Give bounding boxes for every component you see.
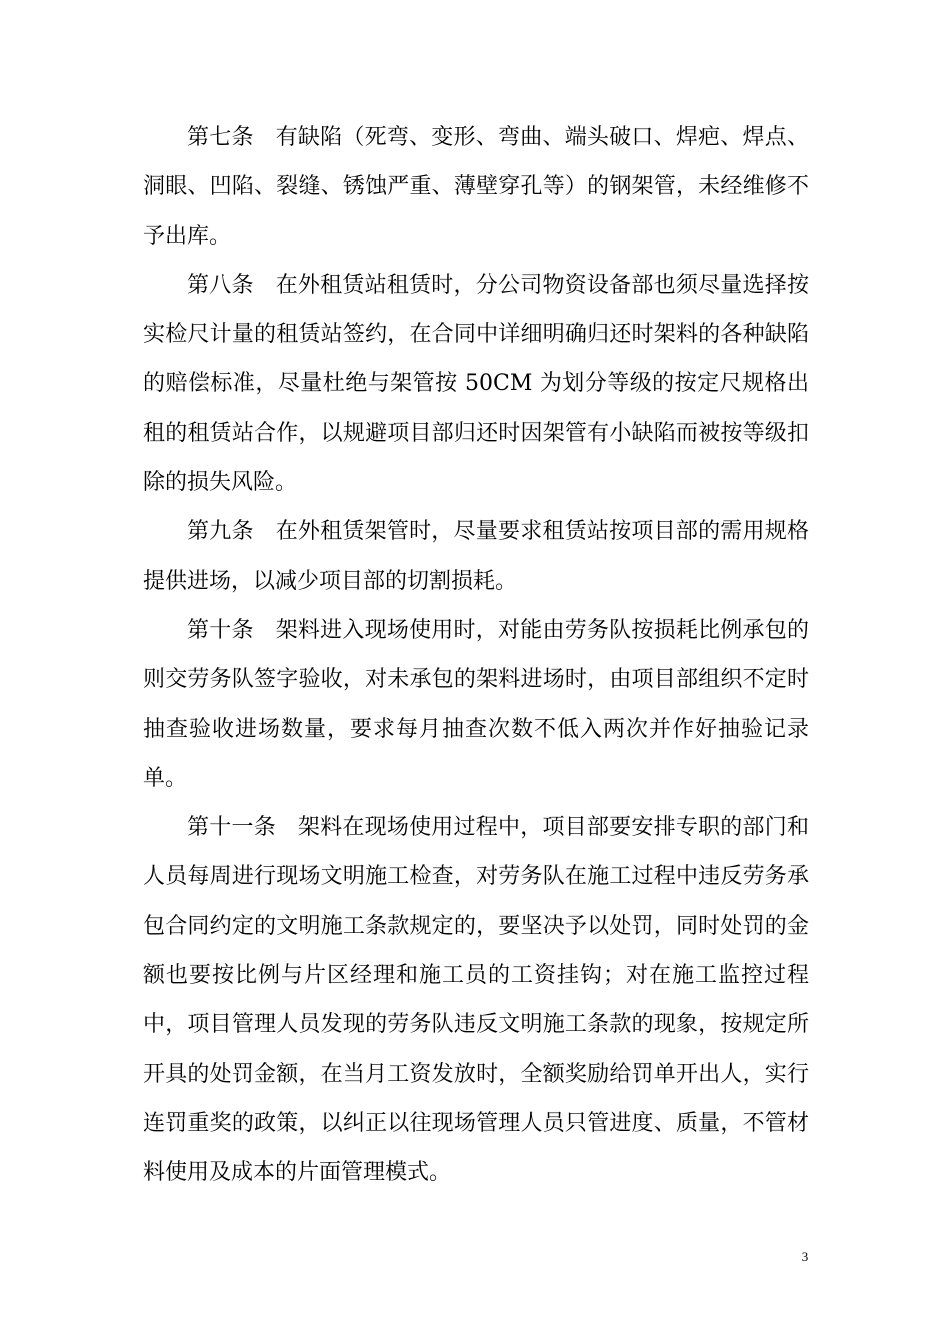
article-number: 第十一条 (187, 815, 276, 841)
article-9 (143, 507, 809, 606)
article-number: 第七条 (187, 125, 254, 150)
article-text: 有缺陷（死弯、变形、弯曲、端头破口、焊疤、焊点、洞眼、凹陷、裂缝、锈蚀严重、薄壁穿孔等）的钢架管，未经维修不予出库。 (143, 125, 809, 249)
article-10 (143, 606, 809, 803)
document-body (143, 113, 809, 1198)
article-number: 第十条 (187, 617, 254, 643)
article-number: 第九条 (187, 519, 254, 545)
article-8 (143, 261, 809, 507)
article-7 (143, 113, 809, 261)
article-11 (143, 803, 809, 1197)
article-number: 第八条 (187, 272, 254, 298)
article-text: 架料在现场使用过程中，项目部要安排专职的部门和人员每周进行现场文明施工检查，对劳务队在施工过程中违反劳务承包合同约定的文明施工条款规定的，要坚决予以处罚，同时处罚的金额也要按比例与片区经理和施工员的工资挂钩；对在施工监控过程中，项目管理人员发现的劳务队违反文明施工条款的现象，按规定所开具的处罚金额，在当月工资发放时，全额奖励给罚单开出人，实行连罚重奖的政策，以纠正以往现场管理人员只管进度、质量，不管材料使用及成本的片面管理模式。 (143, 815, 809, 1186)
article-text: 在外租赁站租赁时，分公司物资设备部也须尽量选择按实检尺计量的租赁站签约，在合同中详细明确归还时架料的各种缺陷的赔偿标准，尽量杜绝与架管按 50CM 为划分等级的按定尺规格出租的租赁站合作，以规避项目部归还时因架管有小缺陷而被按等级扣除的损失风险。 (143, 272, 809, 496)
article-text: 在外租赁架管时，尽量要求租赁站按项目部的需用规格提供进场，以减少项目部的切割损耗。 (143, 519, 809, 594)
article-text: 架料进入现场使用时，对能由劳务队按损耗比例承包的则交劳务队签字验收，对未承包的架料进场时，由项目部组织不定时抽查验收进场数量，要求每月抽查次数不低入两次并作好抽验记录单。 (143, 617, 809, 791)
page-number: 3 (801, 1249, 809, 1264)
